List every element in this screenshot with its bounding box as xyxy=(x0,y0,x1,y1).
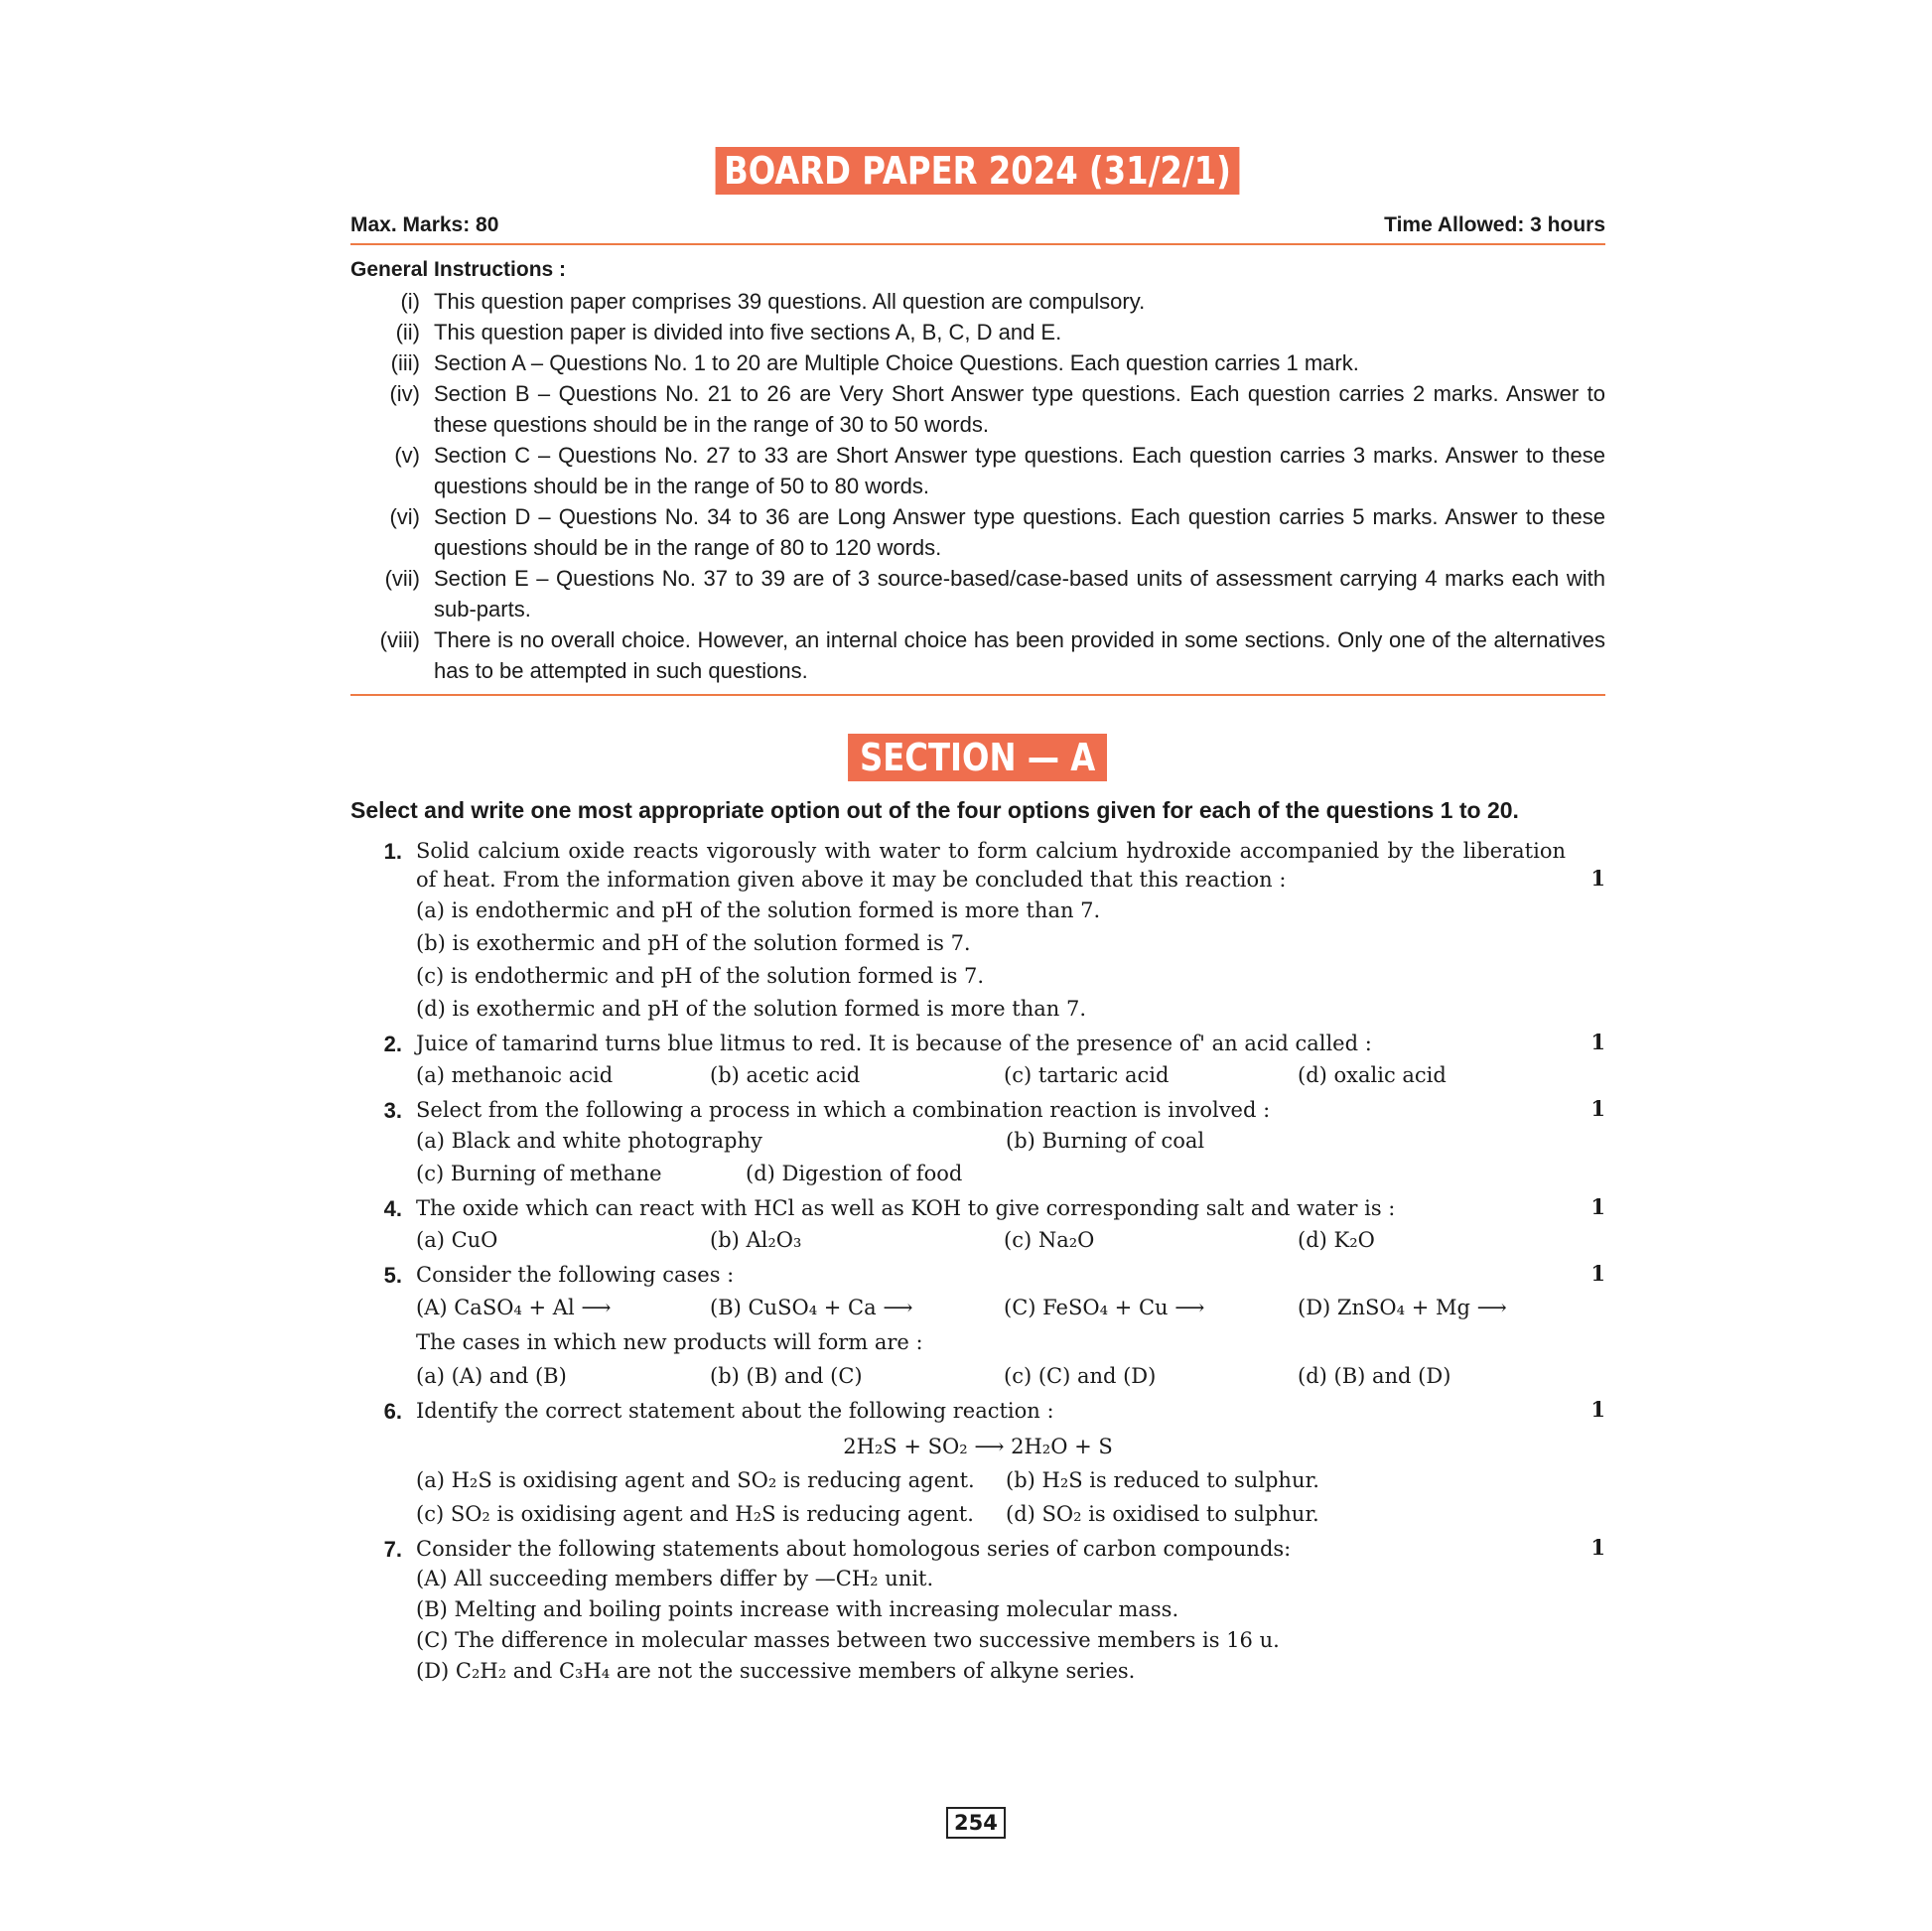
statement: (B) Melting and boiling points increase with increasing molecular mass. xyxy=(416,1597,1179,1621)
question-number: 5. xyxy=(383,1263,402,1288)
statement: (A) All succeeding members differ by —CH₂ unit. xyxy=(416,1567,934,1590)
question-text: Consider the following cases : xyxy=(416,1263,735,1287)
reaction-case: (A) CaSO₄ + Al ⟶ xyxy=(416,1296,612,1319)
instruction-item xyxy=(350,286,1605,317)
question-mark: 1 xyxy=(1590,1397,1605,1422)
statement: (D) C₂H₂ and C₃H₄ are not the successive members of alkyne series. xyxy=(416,1659,1136,1683)
page-title: BOARD PAPER 2024 (31/2/1) xyxy=(716,147,1240,195)
question-7 xyxy=(350,1535,1605,1687)
option: (a) is endothermic and pH of the solution formed is more than 7. xyxy=(416,898,1101,922)
instruction-text: There is no overall choice. However, an internal choice has been provided in some sections. Only one of the alternatives has to be attempted in such questions. xyxy=(434,627,1605,683)
time-allowed: Time Allowed: 3 hours xyxy=(1384,213,1605,236)
option: (c) SO₂ is oxidising agent and H₂S is reducing agent. xyxy=(416,1502,974,1526)
question-text: Select from the following a process in which a combination reaction is involved : xyxy=(416,1098,1271,1122)
instruction-number: (vii) xyxy=(384,566,420,591)
option: (b) Al₂O₃ xyxy=(710,1228,802,1252)
instruction-item xyxy=(350,563,1605,624)
page xyxy=(350,147,1605,1687)
reaction-case: (D) ZnSO₄ + Mg ⟶ xyxy=(1298,1296,1507,1319)
instruction-item xyxy=(350,317,1605,347)
instruction-item xyxy=(350,378,1605,440)
option: (a) H₂S is oxidising agent and SO₂ is reducing agent. xyxy=(416,1468,975,1492)
option: (b) is exothermic and pH of the solution formed is 7. xyxy=(416,931,971,955)
option: (d) K₂O xyxy=(1298,1228,1375,1252)
option: (d) oxalic acid xyxy=(1298,1063,1447,1087)
instruction-item xyxy=(350,347,1605,378)
question-number: 4. xyxy=(383,1196,402,1221)
option: (d) SO₂ is oxidised to sulphur. xyxy=(1006,1502,1319,1526)
question-number: 1. xyxy=(383,839,402,864)
section-title: SECTION — A xyxy=(848,734,1107,781)
question-mark: 1 xyxy=(1590,866,1605,891)
section-banner xyxy=(350,734,1605,781)
max-marks: Max. Marks: 80 xyxy=(350,213,499,236)
question-mark: 1 xyxy=(1590,1030,1605,1054)
question-mark: 1 xyxy=(1590,1194,1605,1219)
reaction-equation: 2H₂S + SO₂ ⟶ 2H₂O + S xyxy=(843,1435,1113,1458)
instructions-list xyxy=(350,286,1605,686)
option: (a) Black and white photography xyxy=(416,1129,762,1153)
instruction-text: Section C – Questions No. 27 to 33 are Short Answer type questions. Each question carries 3 marks. Answer to these questions should be in the range of 50 to 80 words. xyxy=(434,443,1605,498)
question-5 xyxy=(350,1261,1605,1393)
option: (b) (B) and (C) xyxy=(710,1364,863,1388)
question-text: Identify the correct statement about the following reaction : xyxy=(416,1399,1054,1423)
question-3 xyxy=(350,1096,1605,1190)
instruction-number: (vi) xyxy=(389,504,420,529)
question-text: Juice of tamarind turns blue litmus to red. It is because of the presence of' an acid called : xyxy=(416,1032,1372,1055)
divider xyxy=(350,694,1605,696)
instruction-text: Section B – Questions No. 21 to 26 are Very Short Answer type questions. Each question carries 2 marks. Answer to these questions should be in the range of 30 to 50 words. xyxy=(434,381,1605,437)
option: (a) (A) and (B) xyxy=(416,1364,567,1388)
question-text: The oxide which can react with HCl as well as KOH to give corresponding salt and water is : xyxy=(416,1196,1396,1220)
question-text: Consider the following statements about homologous series of carbon compounds: xyxy=(416,1537,1292,1561)
instruction-number: (ii) xyxy=(395,320,420,345)
question-number: 3. xyxy=(383,1098,402,1123)
option: (c) Na₂O xyxy=(1004,1228,1095,1252)
question-number: 7. xyxy=(383,1537,402,1562)
option: (c) Burning of methane xyxy=(416,1162,662,1185)
option: (c) is endothermic and pH of the solution formed is 7. xyxy=(416,964,985,988)
instructions-heading: General Instructions : xyxy=(350,258,567,281)
option: (b) H₂S is reduced to sulphur. xyxy=(1006,1468,1319,1492)
section-instruction: Select and write one most appropriate option out of the four options given for each of the questions 1 to 20. xyxy=(350,797,1519,823)
option: (b) Burning of coal xyxy=(1006,1129,1205,1153)
question-mark: 1 xyxy=(1590,1535,1605,1560)
option: (a) methanoic acid xyxy=(416,1063,614,1087)
statement: (C) The difference in molecular masses between two successive members is 16 u. xyxy=(416,1628,1280,1652)
question-text: Solid calcium oxide reacts vigorously with water to form calcium hydroxide accompanied by the liberation of heat. From the information given above it may be concluded that this reaction : xyxy=(416,839,1566,892)
instruction-item xyxy=(350,624,1605,686)
question-1 xyxy=(350,837,1605,1026)
option: (c) tartaric acid xyxy=(1004,1063,1170,1087)
question-2 xyxy=(350,1030,1605,1092)
reaction-case: (B) CuSO₄ + Ca ⟶ xyxy=(710,1296,913,1319)
instruction-text: This question paper is divided into five sections A, B, C, D and E. xyxy=(434,320,1062,345)
instruction-item xyxy=(350,501,1605,563)
instruction-number: (iii) xyxy=(390,350,420,375)
option: (d) is exothermic and pH of the solution formed is more than 7. xyxy=(416,997,1086,1021)
question-mark: 1 xyxy=(1590,1096,1605,1121)
marks-row xyxy=(350,213,1605,245)
question-mark: 1 xyxy=(1590,1261,1605,1286)
option: (a) CuO xyxy=(416,1228,498,1252)
instruction-text: Section E – Questions No. 37 to 39 are of 3 source-based/case-based units of assessment carrying 4 marks each with sub-parts. xyxy=(434,566,1605,621)
instruction-text: Section A – Questions No. 1 to 20 are Multiple Choice Questions. Each question carries 1 mark. xyxy=(434,350,1359,375)
question-number: 2. xyxy=(383,1032,402,1056)
instruction-number: (iv) xyxy=(389,381,420,406)
question-subtext: The cases in which new products will form are : xyxy=(416,1330,923,1354)
title-banner xyxy=(350,147,1605,197)
option: (d) Digestion of food xyxy=(746,1162,963,1185)
question-4 xyxy=(350,1194,1605,1257)
reaction-case: (C) FeSO₄ + Cu ⟶ xyxy=(1004,1296,1205,1319)
question-6 xyxy=(350,1397,1605,1531)
question-number: 6. xyxy=(383,1399,402,1424)
instruction-item xyxy=(350,440,1605,501)
instruction-number: (v) xyxy=(394,443,420,468)
instruction-text: This question paper comprises 39 questions. All question are compulsory. xyxy=(434,289,1146,314)
instruction-text: Section D – Questions No. 34 to 36 are Long Answer type questions. Each question carries 5 marks. Answer to these questions should be in the range of 80 to 120 words. xyxy=(434,504,1605,560)
option: (b) acetic acid xyxy=(710,1063,861,1087)
page-number: 254 xyxy=(946,1807,1006,1839)
option: (c) (C) and (D) xyxy=(1004,1364,1157,1388)
instruction-number: (i) xyxy=(400,289,420,314)
option: (d) (B) and (D) xyxy=(1298,1364,1451,1388)
instruction-number: (viii) xyxy=(379,627,420,652)
